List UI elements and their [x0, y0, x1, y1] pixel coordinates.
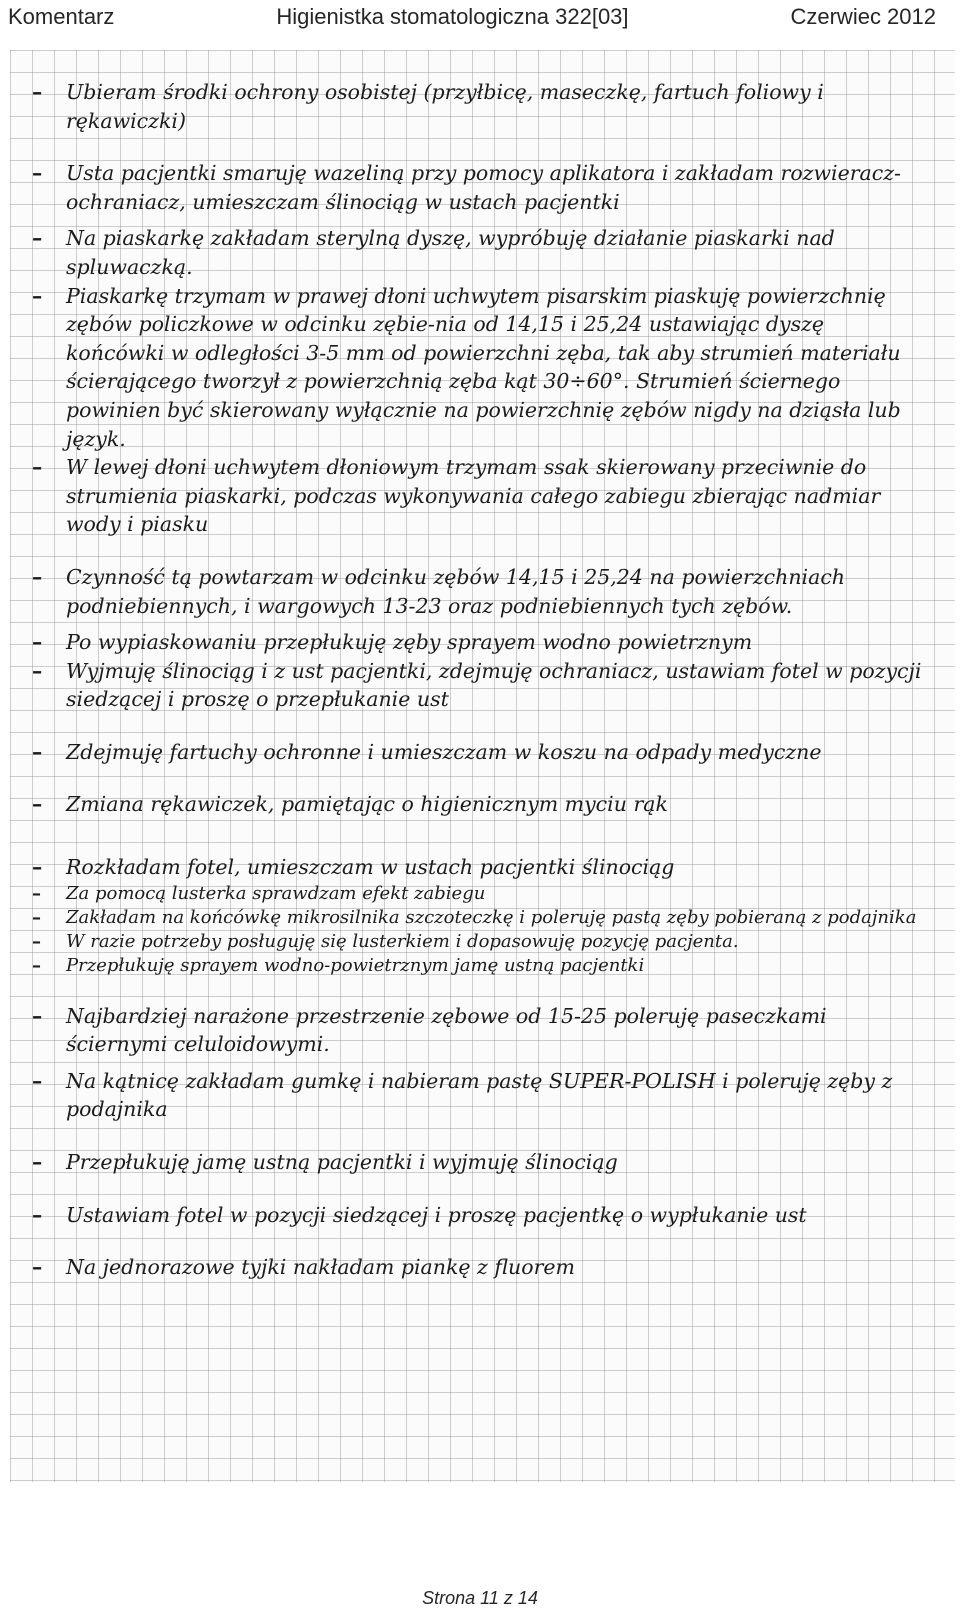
- note-line: – Najbardziej narażone przestrzenie zębowe od 15-25 poleruję paseczkami ściernymi celuloidowymi.: [32, 1003, 827, 1057]
- note-line: – Ustawiam fotel w pozycji siedzącej i proszę pacjentkę o wypłukanie ust: [32, 1202, 807, 1227]
- note-line: – W razie potrzeby posługuję się lusterkiem i dopasowuję pozycję pacjenta.: [32, 930, 739, 952]
- note-text: Po wypiaskowaniu przepłukuję zęby sprayem wodno powietrznym: [66, 630, 753, 655]
- note-text: Rozkładam fotel, umieszczam w ustach pacjentki ślinociąg: [66, 855, 675, 880]
- note-text: Ubieram środki ochrony osobistej (przyłbicę, maseczkę, fartuch foliowy i rękawiczki): [66, 80, 824, 133]
- note-text: Ustawiam fotel w pozycji siedzącej i proszę pacjentkę o wypłukanie ust: [66, 1202, 807, 1227]
- note-line: – Wyjmuję ślinociąg i z ust pacjentki, zdejmuję ochraniacz, ustawiam fotel w pozycji siedzącej i proszę o przepłukanie ust: [32, 658, 922, 712]
- note-line: – Za pomocą lusterka sprawdzam efekt zabiegu: [32, 882, 486, 904]
- note-line: – Zakładam na końcówkę mikrosilnika szczoteczkę i poleruję pastą zęby pobieraną z podajnika: [32, 906, 917, 928]
- note-text: Piaskarkę trzymam w prawej dłoni uchwytem pisarskim piaskuję powierzchnię zębów policzkowe w odcinku zębie-nia od 14,15 i 25,24 ustawiając dyszę końcówki w odległości 3-5 mm od powierzchni zęba, tak aby strumień materiału ścierającego tworzył z powierzchnią zęba kąt 30÷60°. Strumień ściernego powinien być skierowany wyłącznie na powierzchnię zębów nigdy na dziąsła lub język.: [66, 283, 901, 451]
- page-header: [0, 0, 960, 34]
- note-line: – Przepłukuję sprayem wodno-powietrznym jamę ustną pacjentki: [32, 954, 645, 976]
- note-text: W lewej dłoni uchwytem dłoniowym trzymam ssak skierowany przeciwnie do strumienia piaskarki, podczas wykonywania całego zabiegu zbierając nadmiar wody i piasku: [66, 455, 881, 537]
- note-text: Najbardziej narażone przestrzenie zębowe od 15-25 poleruję paseczkami ściernymi celuloidowymi.: [66, 1003, 827, 1057]
- header-left-text: Komentarz: [8, 4, 115, 29]
- note-text: Zakładam na końcówkę mikrosilnika szczoteczkę i poleruję pastą zęby pobieraną z podajnika: [66, 906, 917, 928]
- note-text: Zmiana rękawiczek, pamiętając o higienicznym myciu rąk: [66, 792, 668, 817]
- note-text: Zdejmuję fartuchy ochronne i umieszczam w koszu na odpady medyczne: [66, 739, 822, 764]
- note-text: Usta pacjentki smaruję wazeliną przy pomocy aplikatora i zakładam rozwieracz-ochraniacz, umieszczam ślinociąg w ustach pacjentki: [66, 161, 901, 214]
- note-line: – Piaskarkę trzymam w prawej dłoni uchwytem pisarskim piaskuję powierzchnię zębów policzkowe w odcinku zębie-nia od 14,15 i 25,24 ustawiając dyszę końcówki w odległości 3-5 mm od powierzchni zęba, tak aby strumień materiału ścierającego tworzył z powierzchnią zęba kąt 30÷60°. Strumień ściernego powinien być skierowany wyłącznie na powierzchnię zębów nigdy na dziąsła lub język.: [32, 283, 901, 451]
- page-footer: [0, 1588, 960, 1609]
- note-text: W razie potrzeby posługuję się lusterkiem i dopasowuję pozycję pacjenta.: [66, 930, 739, 952]
- note-text: Na piaskarkę zakładam sterylną dyszę, wypróbuję działanie piaskarki nad spluwaczką.: [66, 226, 835, 279]
- note-text: Na kątnicę zakładam gumkę i nabieram pastę SUPER-POLISH i poleruję zęby z podajnika: [66, 1068, 893, 1122]
- note-line: – Zmiana rękawiczek, pamiętając o higienicznym myciu rąk: [32, 792, 668, 817]
- header-center-text: Higienistka stomatologiczna 322[03]: [276, 4, 629, 29]
- page-number-label: Strona 11 z 14: [422, 1588, 538, 1608]
- note-line: – Na piaskarkę zakładam sterylną dyszę, wypróbuję działanie piaskarki nad spluwaczką.: [32, 226, 835, 279]
- note-text: Przepłukuję jamę ustną pacjentki i wyjmuję ślinociąg: [66, 1150, 618, 1175]
- note-line: – Na jednorazowe tyjki nakładam piankę z fluorem: [32, 1255, 575, 1280]
- note-line: – W lewej dłoni uchwytem dłoniowym trzymam ssak skierowany przeciwnie do strumienia piaskarki, podczas wykonywania całego zabiegu zbierając nadmiar wody i piasku: [32, 455, 881, 537]
- note-line: – Na kątnicę zakładam gumkę i nabieram pastę SUPER-POLISH i poleruję zęby z podajnika: [32, 1068, 893, 1122]
- handwritten-grid-sheet: [10, 50, 955, 1482]
- header-right-text: Czerwiec 2012: [790, 4, 936, 29]
- note-text: Za pomocą lusterka sprawdzam efekt zabiegu: [66, 882, 486, 904]
- note-line: – Po wypiaskowaniu przepłukuję zęby sprayem wodno powietrznym: [32, 630, 753, 655]
- note-text: Przepłukuję sprayem wodno-powietrznym jamę ustną pacjentki: [66, 954, 645, 976]
- note-line: – Czynność tą powtarzam w odcinku zębów 14,15 i 25,24 na powierzchniach podniebiennych, i wargowych 13-23 oraz podniebiennych tych zębów.: [32, 564, 845, 618]
- note-line: – Zdejmuję fartuchy ochronne i umieszczam w koszu na odpady medyczne: [32, 739, 822, 764]
- note-line: – Ubieram środki ochrony osobistej (przyłbicę, maseczkę, fartuch foliowy i rękawiczki): [32, 80, 824, 133]
- note-line: – Przepłukuję jamę ustną pacjentki i wyjmuję ślinociąg: [32, 1150, 618, 1175]
- note-line: – Usta pacjentki smaruję wazeliną przy pomocy aplikatora i zakładam rozwieracz-ochraniacz, umieszczam ślinociąg w ustach pacjentki: [32, 161, 901, 214]
- note-text: Czynność tą powtarzam w odcinku zębów 14,15 i 25,24 na powierzchniach podniebiennych, i wargowych 13-23 oraz podniebiennych tych zębów.: [66, 564, 845, 618]
- note-text: Wyjmuję ślinociąg i z ust pacjentki, zdejmuję ochraniacz, ustawiam fotel w pozycji siedzącej i proszę o przepłukanie ust: [66, 658, 922, 712]
- note-line: – Rozkładam fotel, umieszczam w ustach pacjentki ślinociąg: [32, 855, 675, 880]
- note-text: Na jednorazowe tyjki nakładam piankę z fluorem: [66, 1255, 575, 1280]
